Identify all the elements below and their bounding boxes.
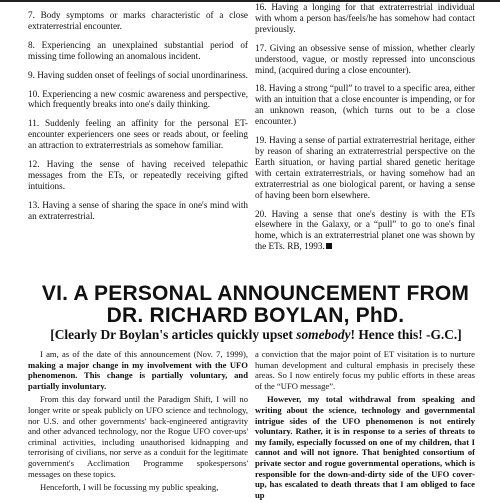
article-paragraph: From this day forward until the Paradigm Shift, I will no longer write or speak publicly on UFO science and technology, nor U.S. and other governments' back-engineered antigravity and other advanced technology, nor the Rogue UFO cover-ups' criminal activities, including unauthorised kidnapping and terrorising of civilians, nor serve as a conduit for the legitimate government's Acclimation Programme spokespersons' messages on these topics. — [28, 394, 248, 479]
list-item: 17. Giving an obsessive sense of mission, whether clearly understood, vague, or mostly repressed into unconscious mind, (acquired during a close encounter). — [255, 42, 475, 75]
list-item-text: 20. Having a sense that one's destiny is with the ETs elsewhere in the Galaxy, or a “pull” to go to one's final home, which is an extraterrestrial planet one was shown by the ETs. RB, 1993. — [255, 208, 475, 252]
article-left-column — [28, 349, 248, 496]
section-heading-line1: VI. A PERSONAL ANNOUNCEMENT FROM — [41, 282, 470, 305]
editor-note-suffix: ! Hence this! -G.C.] — [350, 327, 462, 342]
list-item: 16. Having a longing for that extraterrestrial individual with whom a person has/feels/he has somehow had contact previously. — [255, 2, 475, 34]
list-item: 13. Having a sense of sharing the space in one's mind with an extraterrestrial. — [28, 199, 248, 221]
article-paragraph — [255, 394, 475, 500]
list-item: 18. Having a strong “pull” to travel to a specific area, either with an intuition that a close encounter is impending, or for an unknown reason, (which turns out to be a close encounter.) — [255, 83, 475, 127]
left-column-list — [28, 10, 248, 230]
article-paragraph: a conviction that the major point of ET visitation is to nurture human development and cultural emphasis in precisely these areas. So I now entirely focus my public efforts in these areas of the “UFO message”. — [255, 349, 475, 391]
list-item: 11. Suddenly feeling an affinity for the personal ET-encounter experiencers one sees or reads about, or feeling an attraction to extraterrestrials as somehow familiar. — [28, 118, 248, 151]
editor-note — [26, 327, 486, 343]
end-square-icon — [326, 243, 332, 249]
paragraph-bold-text: However, my total withdrawal from speaking and writing about the science, technology and governmental intrigue sides of the UFO phenomenon is not entirely voluntary. Rather, it is in response to a series of threats to my family, especially focussed on one of my children, that I cannot and will not ignore. That benighted consortium of private sector and rogue governmental operations, which is responsible for the down-and-dirty side of the UFO cover-up, has escalated to death threats that I am obliged to face up — [255, 394, 475, 500]
list-item: 12. Having the sense of having received telepathic messages from the ETs, or repeatedly receiving gifted intuitions. — [28, 159, 248, 191]
paragraph-bold-text: making a major change in my involvement with the UFO phenomenon. This change is partially voluntary, and partially involuntary. — [28, 359, 248, 391]
list-item — [255, 209, 475, 253]
list-item: 9. Having sudden onset of feelings of social unordinariness. — [28, 69, 248, 80]
article-paragraph: Henceforth, I will be focussing my public speaking, — [40, 482, 219, 493]
section-heading-line2: DR. RICHARD BOYLAN, PhD. — [106, 304, 405, 327]
list-item: 19. Having a sense of partial extraterrestrial heritage, either by reason of sharing an extraterrestrial perspective on the Earth situation, or having partial shared genetic heritage with certain extraterrestrials, or having somehow had an extraterrestrial as one biological parent, or having a sense of having been born elsewhere. — [255, 135, 475, 200]
paragraph-text: I am, as of the date of this announcement (Nov. 7, 1999), — [40, 349, 248, 359]
list-item: 10. Experiencing a new cosmic awareness and perspective, which frequently breaks into one's daily thinking. — [28, 88, 248, 110]
article-right-column — [255, 349, 475, 503]
list-item: 8. Experiencing an unexplained substantial period of missing time following an anomalous incident. — [28, 39, 248, 61]
section-heading — [18, 283, 493, 327]
editor-note-prefix: [Clearly Dr Boylan's articles quickly upset — [50, 327, 297, 342]
list-item: 7. Body symptoms or marks characteristic of a close extraterrestrial encounter. — [28, 10, 248, 31]
right-column-list — [255, 2, 475, 260]
article-paragraph — [28, 349, 248, 391]
editor-note-italic: somebody — [296, 327, 351, 342]
